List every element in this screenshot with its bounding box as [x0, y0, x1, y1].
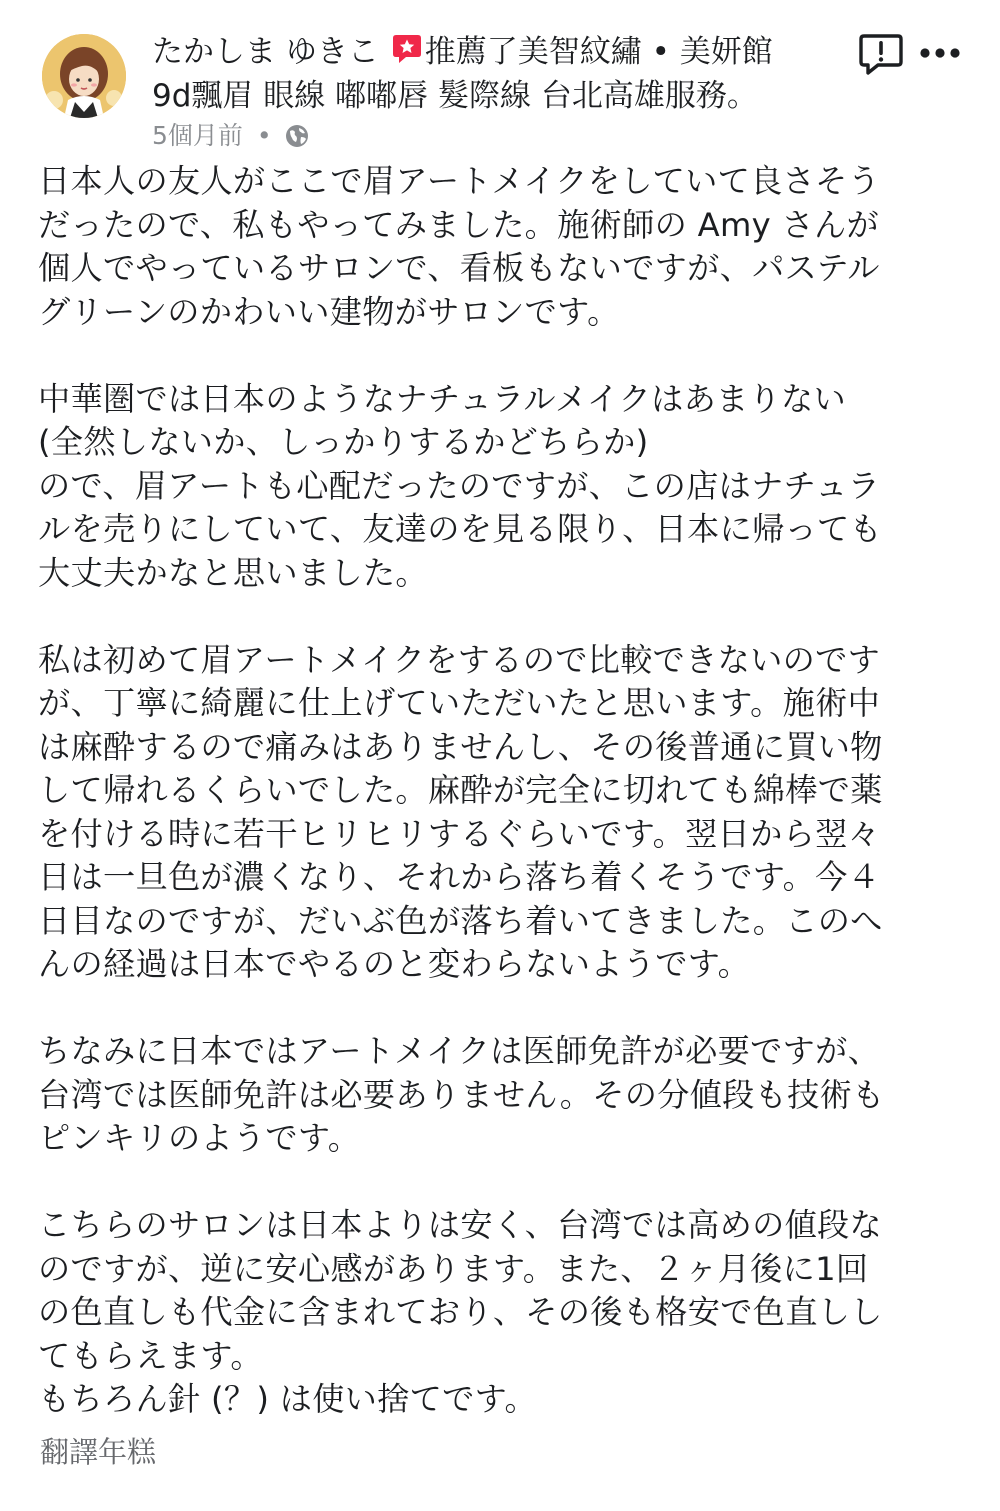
report-icon	[856, 30, 906, 80]
text-line: てもらえます。	[38, 1336, 263, 1375]
text-line: 大丈夫かなと思いました。	[38, 553, 428, 592]
report-button[interactable]	[856, 30, 906, 80]
text-line: グリーンのかわいい建物がサロンです。	[38, 292, 620, 331]
text-line: もちろん針 (？) は使い捨てです。	[38, 1380, 538, 1418]
recommend-icon	[390, 32, 424, 66]
text-line: 個人でやっているサロンで、看板もないですが、パステル	[38, 249, 880, 287]
paragraph-gap	[38, 334, 958, 378]
more-icon	[916, 38, 964, 68]
post-header	[0, 0, 1000, 160]
page-subtitle[interactable]: 9d飄眉 眼線 嘟嘟唇 髮際線 台北高雄服務。	[152, 78, 758, 114]
paragraph-5	[38, 1204, 958, 1422]
text-line: を付ける時に若干ヒリヒリするぐらいです。翌日から翌々	[38, 814, 881, 853]
paragraph-3	[38, 639, 958, 987]
text-line: は麻酔するので痛みはありませんし、その後普通に買い物	[38, 727, 883, 766]
paragraph-gap	[38, 595, 958, 639]
text-line: んの経過は日本でやるのと変わらないようです。	[38, 945, 751, 983]
paragraph-gap	[38, 987, 958, 1031]
avatar[interactable]	[42, 34, 126, 118]
post-title	[152, 30, 842, 118]
recommended-page[interactable]: 推薦了美智紋繡 • 美妍館	[424, 34, 773, 70]
text-line: だったので、私もやってみました。施術師の Amy さんが	[38, 205, 879, 244]
paragraph-2	[38, 378, 958, 596]
text-line: 日は一旦色が濃くなり、それから落ち着くそうです。今４	[38, 858, 881, 896]
text-line: が、丁寧に綺麗に仕上げていただいたと思います。施術中	[38, 684, 881, 722]
paragraph-gap	[38, 1161, 958, 1205]
text-line: 台湾では医師免許は必要ありません。その分値段も技術も	[38, 1075, 885, 1114]
meta-separator: •	[256, 121, 272, 150]
post-body	[38, 160, 958, 1422]
text-line: こちらのサロンは日本よりは安く、台湾では高めの値段な	[38, 1206, 883, 1244]
text-line: ルを売りにしていて、友達のを見る限り、日本に帰っても	[38, 510, 883, 548]
text-line: ちなみに日本ではアートメイクは医師免許が必要ですが、	[38, 1032, 881, 1070]
text-line: のですが、逆に安心感があります。また、２ヶ月後に1回	[38, 1249, 869, 1288]
paragraph-1	[38, 160, 958, 334]
text-line: して帰れるくらいでした。麻酔が完全に切れても綿棒で薬	[38, 771, 883, 809]
more-options-button[interactable]	[916, 38, 964, 68]
text-line: 日本人の友人がここで眉アートメイクをしていて良さそう	[38, 162, 881, 200]
text-line: の色直しも代金に含まれており、その後も格安で色直しし	[38, 1293, 883, 1331]
text-line: ので、眉アートも心配だったのですが、この店はナチュラ	[38, 466, 881, 505]
text-line: 中華圏では日本のようなナチュラルメイクはあまりない	[38, 379, 847, 418]
post-meta	[152, 118, 310, 154]
post-timestamp[interactable]: 5個月前	[152, 121, 243, 150]
paragraph-4	[38, 1030, 958, 1161]
globe-icon	[284, 123, 310, 149]
text-line: 日目なのですが、だいぶ色が落ち着いてきました。このへ	[38, 901, 883, 940]
text-line: (全然しないか、しっかりするかどちらか)	[38, 423, 649, 461]
text-line: 私は初めて眉アートメイクをするので比較できないのです	[38, 640, 881, 679]
author-name[interactable]: たかしま ゆきこ	[152, 34, 379, 70]
translate-link[interactable]: 翻譯年糕	[40, 1435, 157, 1469]
text-line: ピンキリのようです。	[38, 1119, 361, 1157]
